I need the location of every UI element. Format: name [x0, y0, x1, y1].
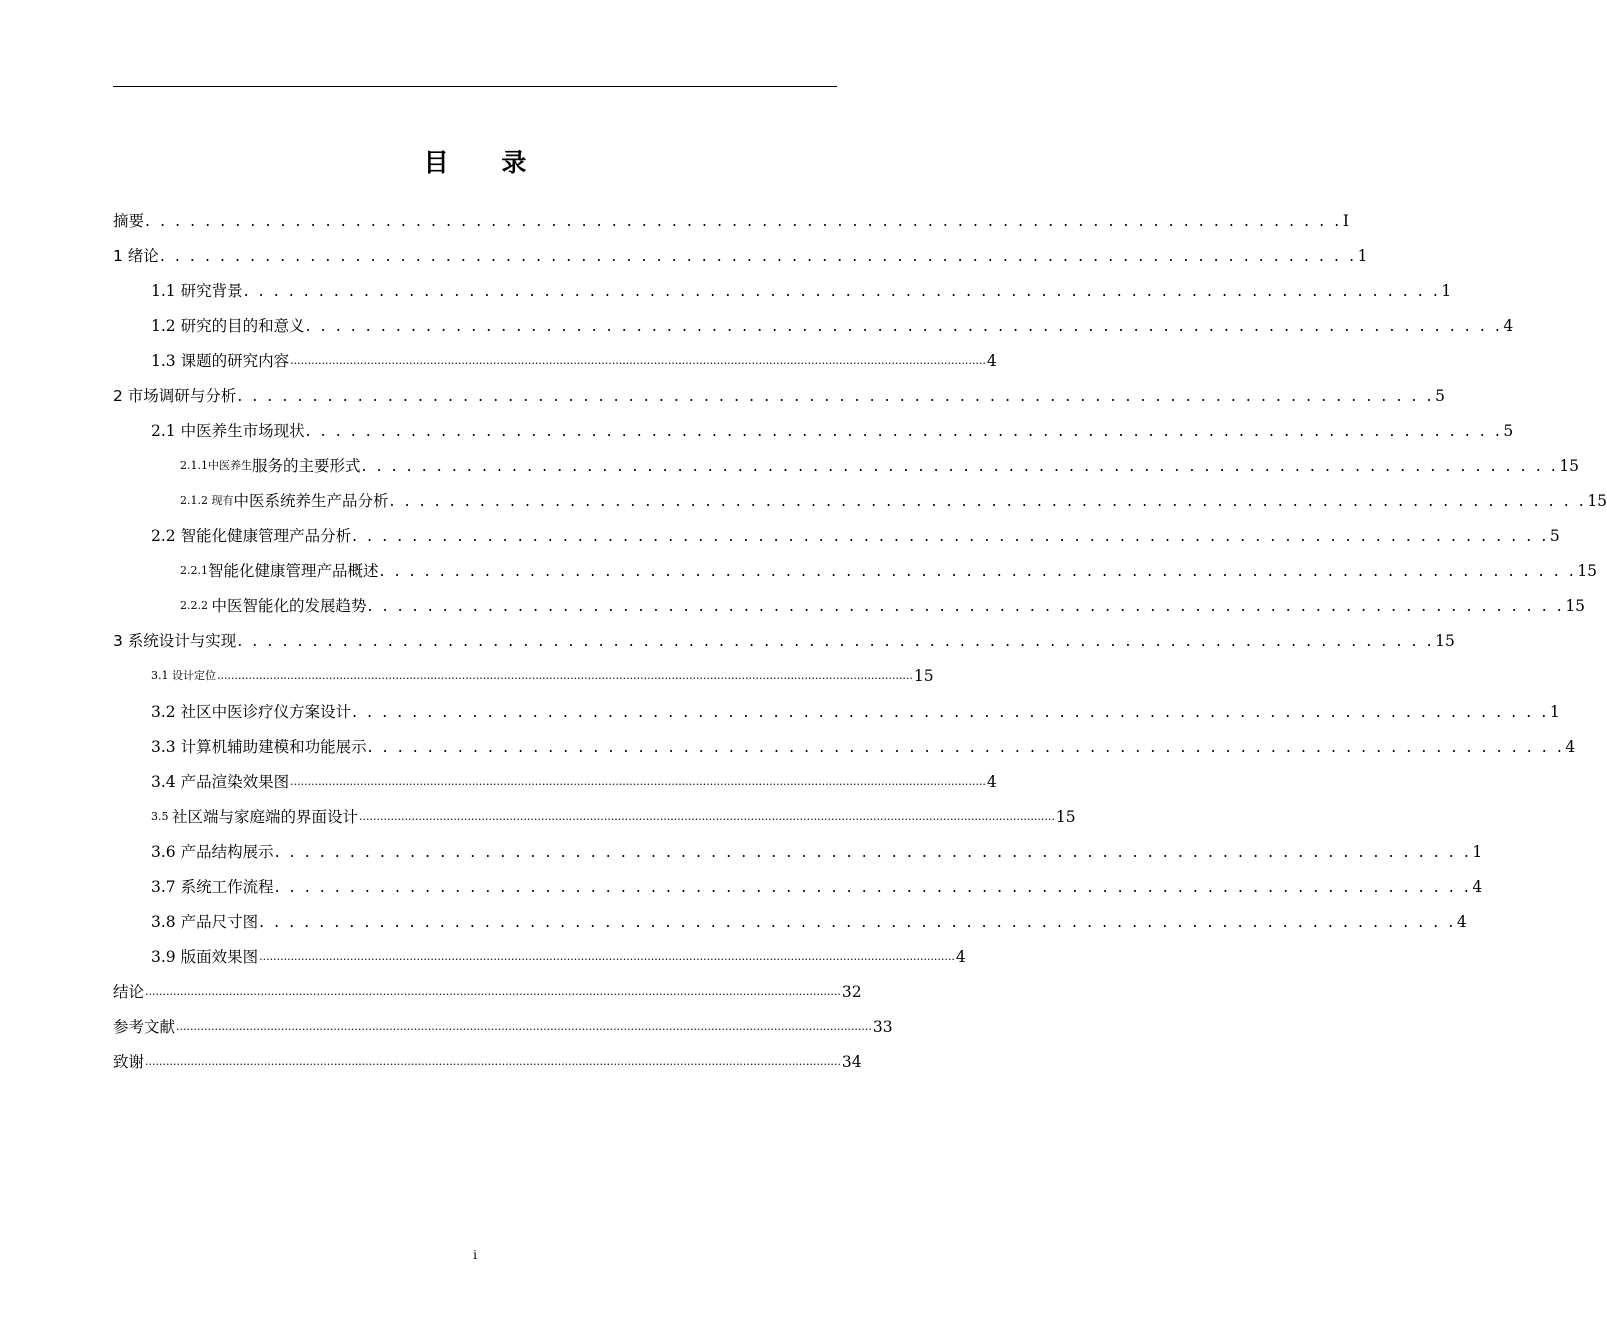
- dot-leader: . . . . . . . . . . . . . . . . . . . . . . . . . . . . . . . . . . . . . . . . . . . . . . . . . . . . . . . . . . . . . . . . . . . . . . . . . . . . . . . .: [243, 282, 1441, 300]
- dot-leader: . . . . . . . . . . . . . . . . . . . . . . . . . . . . . . . . . . . . . . . . . . . . . . . . . . . . . . . . . . . . . . . . . . . . . . . . . . . . . . . .: [145, 212, 1342, 230]
- toc-entry[interactable]: 2.1.2 现有 中医系统养生产品分析 . . . . . . . . . . . . . . . . . . . . . . . . . . . . . . . . . . . . . . . . . . . . . . . . . . . . . . . . . . . . . . . . . . . . . . . . . . . . . . . . 15: [180, 492, 1607, 510]
- dot-leader: . . . . . . . . . . . . . . . . . . . . . . . . . . . . . . . . . . . . . . . . . . . . . . . . . . . . . . . . . . . . . . . . . . . . . . . . . . . . . . . .: [379, 562, 1577, 580]
- dot-leader: . . . . . . . . . . . . . . . . . . . . . . . . . . . . . . . . . . . . . . . . . . . . . . . . . . . . . . . . . . . . . . . . . . . . . . . . . . . . . . . .: [274, 843, 1472, 861]
- toc-entry[interactable]: 1.2 研究的目的和意义 . . . . . . . . . . . . . . . . . . . . . . . . . . . . . . . . . . . . . . . . . . . . . . . . . . . . . . . . . . . . . . . . . . . . . . . . . . . . . . . . 4: [151, 317, 1514, 335]
- toc-entry[interactable]: 2.2 智能化健康管理产品分析 . . . . . . . . . . . . . . . . . . . . . . . . . . . . . . . . . . . . . . . . . . . . . . . . . . . . . . . . . . . . . . . . . . . . . . . . . . . . . . . . 5: [151, 527, 1560, 545]
- dot-leader: .......................................................................................................................................................................................................: [176, 1020, 872, 1033]
- dot-leader: . . . . . . . . . . . . . . . . . . . . . . . . . . . . . . . . . . . . . . . . . . . . . . . . . . . . . . . . . . . . . . . . . . . . . . . . . . . . . . . .: [237, 387, 1435, 405]
- toc-entry[interactable]: 1.3 课题的研究内容 ....................................................................................................................................................................................................... 4: [151, 352, 997, 370]
- page-number: i: [473, 1248, 477, 1262]
- toc-entry[interactable]: 3.6 产品结构展示 . . . . . . . . . . . . . . . . . . . . . . . . . . . . . . . . . . . . . . . . . . . . . . . . . . . . . . . . . . . . . . . . . . . . . . . . . . . . . . . . 1: [151, 843, 1483, 861]
- dot-leader: .......................................................................................................................................................................................................: [359, 810, 1055, 823]
- toc-entry[interactable]: 致谢 ....................................................................................................................................................................................................... 34: [113, 1053, 862, 1071]
- toc-entry[interactable]: 1 绪论 . . . . . . . . . . . . . . . . . . . . . . . . . . . . . . . . . . . . . . . . . . . . . . . . . . . . . . . . . . . . . . . . . . . . . . . . . . . . . . . . 1: [113, 247, 1368, 265]
- dot-leader: . . . . . . . . . . . . . . . . . . . . . . . . . . . . . . . . . . . . . . . . . . . . . . . . . . . . . . . . . . . . . . . . . . . . . . . . . . . . . . . .: [259, 913, 1456, 931]
- dot-leader: . . . . . . . . . . . . . . . . . . . . . . . . . . . . . . . . . . . . . . . . . . . . . . . . . . . . . . . . . . . . . . . . . . . . . . . . . . . . . . . .: [367, 597, 1565, 615]
- toc-entry[interactable]: 1.1 研究背景 . . . . . . . . . . . . . . . . . . . . . . . . . . . . . . . . . . . . . . . . . . . . . . . . . . . . . . . . . . . . . . . . . . . . . . . . . . . . . . . . 1: [151, 282, 1452, 300]
- toc-entry[interactable]: 2.1 中医养生市场现状 . . . . . . . . . . . . . . . . . . . . . . . . . . . . . . . . . . . . . . . . . . . . . . . . . . . . . . . . . . . . . . . . . . . . . . . . . . . . . . . . 5: [151, 422, 1514, 440]
- dot-leader: .......................................................................................................................................................................................................: [259, 950, 955, 963]
- dot-leader: . . . . . . . . . . . . . . . . . . . . . . . . . . . . . . . . . . . . . . . . . . . . . . . . . . . . . . . . . . . . . . . . . . . . . . . . . . . . . . . .: [159, 247, 1357, 265]
- toc-entry[interactable]: 3.3 计算机辅助建模和功能展示 . . . . . . . . . . . . . . . . . . . . . . . . . . . . . . . . . . . . . . . . . . . . . . . . . . . . . . . . . . . . . . . . . . . . . . . . . . . . . . . . 4: [151, 738, 1576, 756]
- toc-entry[interactable]: 3.9 版面效果图 ....................................................................................................................................................................................................... 4: [151, 948, 966, 966]
- dot-leader: . . . . . . . . . . . . . . . . . . . . . . . . . . . . . . . . . . . . . . . . . . . . . . . . . . . . . . . . . . . . . . . . . . . . . . . . . . . . . . . .: [367, 738, 1565, 756]
- toc-entry[interactable]: 3.5 社区端与家庭端的界面设计 ....................................................................................................................................................................................................... 15: [151, 808, 1076, 826]
- toc-entry[interactable]: 2.2.1 智能化健康管理产品概述 . . . . . . . . . . . . . . . . . . . . . . . . . . . . . . . . . . . . . . . . . . . . . . . . . . . . . . . . . . . . . . . . . . . . . . . . . . . . . . . . 15: [180, 562, 1598, 580]
- toc-title: 目 录: [423, 148, 549, 177]
- dot-leader: . . . . . . . . . . . . . . . . . . . . . . . . . . . . . . . . . . . . . . . . . . . . . . . . . . . . . . . . . . . . . . . . . . . . . . . . . . . . . . . .: [389, 492, 1587, 510]
- toc-entry[interactable]: 参考文献 ....................................................................................................................................................................................................... 33: [113, 1018, 893, 1036]
- dot-leader: . . . . . . . . . . . . . . . . . . . . . . . . . . . . . . . . . . . . . . . . . . . . . . . . . . . . . . . . . . . . . . . . . . . . . . . . . . . . . . . .: [352, 703, 1549, 721]
- dot-leader: .......................................................................................................................................................................................................: [217, 669, 913, 682]
- dot-leader: . . . . . . . . . . . . . . . . . . . . . . . . . . . . . . . . . . . . . . . . . . . . . . . . . . . . . . . . . . . . . . . . . . . . . . . . . . . . . . . .: [361, 457, 1559, 475]
- dot-leader: .......................................................................................................................................................................................................: [145, 985, 841, 998]
- toc-entry[interactable]: 3.1 设计定位 ....................................................................................................................................................................................................... 15: [151, 667, 934, 685]
- toc-entry[interactable]: 3.2 社区中医诊疗仪方案设计 . . . . . . . . . . . . . . . . . . . . . . . . . . . . . . . . . . . . . . . . . . . . . . . . . . . . . . . . . . . . . . . . . . . . . . . . . . . . . . . . 1: [151, 703, 1560, 721]
- dot-leader: . . . . . . . . . . . . . . . . . . . . . . . . . . . . . . . . . . . . . . . . . . . . . . . . . . . . . . . . . . . . . . . . . . . . . . . . . . . . . . . .: [274, 878, 1472, 896]
- dot-leader: . . . . . . . . . . . . . . . . . . . . . . . . . . . . . . . . . . . . . . . . . . . . . . . . . . . . . . . . . . . . . . . . . . . . . . . . . . . . . . . .: [305, 422, 1503, 440]
- toc-entry[interactable]: 结论 ....................................................................................................................................................................................................... 32: [113, 983, 862, 1001]
- toc-entry[interactable]: 3.7 系统工作流程 . . . . . . . . . . . . . . . . . . . . . . . . . . . . . . . . . . . . . . . . . . . . . . . . . . . . . . . . . . . . . . . . . . . . . . . . . . . . . . . . 4: [151, 878, 1483, 896]
- toc-entry[interactable]: 3.8 产品尺寸图 . . . . . . . . . . . . . . . . . . . . . . . . . . . . . . . . . . . . . . . . . . . . . . . . . . . . . . . . . . . . . . . . . . . . . . . . . . . . . . . . 4: [151, 913, 1467, 931]
- toc-entry[interactable]: 2.2.2 中医智能化的发展趋势 . . . . . . . . . . . . . . . . . . . . . . . . . . . . . . . . . . . . . . . . . . . . . . . . . . . . . . . . . . . . . . . . . . . . . . . . . . . . . . . . 15: [180, 597, 1586, 615]
- dot-leader: .......................................................................................................................................................................................................: [290, 775, 986, 788]
- dot-leader: . . . . . . . . . . . . . . . . . . . . . . . . . . . . . . . . . . . . . . . . . . . . . . . . . . . . . . . . . . . . . . . . . . . . . . . . . . . . . . . .: [305, 317, 1503, 335]
- dot-leader: .......................................................................................................................................................................................................: [145, 1055, 841, 1068]
- dot-leader: . . . . . . . . . . . . . . . . . . . . . . . . . . . . . . . . . . . . . . . . . . . . . . . . . . . . . . . . . . . . . . . . . . . . . . . . . . . . . . . .: [237, 632, 1435, 650]
- toc-entry[interactable]: 2.1.1 中医养生 服务的主要形式 . . . . . . . . . . . . . . . . . . . . . . . . . . . . . . . . . . . . . . . . . . . . . . . . . . . . . . . . . . . . . . . . . . . . . . . . . . . . . . . . 15: [180, 457, 1580, 475]
- toc-entry[interactable]: 摘要 . . . . . . . . . . . . . . . . . . . . . . . . . . . . . . . . . . . . . . . . . . . . . . . . . . . . . . . . . . . . . . . . . . . . . . . . . . . . . . . . Ⅰ: [113, 212, 1349, 230]
- toc-entry[interactable]: 3 系统设计与实现 . . . . . . . . . . . . . . . . . . . . . . . . . . . . . . . . . . . . . . . . . . . . . . . . . . . . . . . . . . . . . . . . . . . . . . . . . . . . . . . . 15: [113, 632, 1455, 650]
- dot-leader: . . . . . . . . . . . . . . . . . . . . . . . . . . . . . . . . . . . . . . . . . . . . . . . . . . . . . . . . . . . . . . . . . . . . . . . . . . . . . . . .: [352, 527, 1549, 545]
- toc-entry[interactable]: 2 市场调研与分析 . . . . . . . . . . . . . . . . . . . . . . . . . . . . . . . . . . . . . . . . . . . . . . . . . . . . . . . . . . . . . . . . . . . . . . . . . . . . . . . . 5: [113, 387, 1445, 405]
- toc-entry[interactable]: 3.4 产品渲染效果图 ....................................................................................................................................................................................................... 4: [151, 773, 997, 791]
- header-rule: [113, 86, 837, 87]
- dot-leader: .......................................................................................................................................................................................................: [290, 354, 986, 367]
